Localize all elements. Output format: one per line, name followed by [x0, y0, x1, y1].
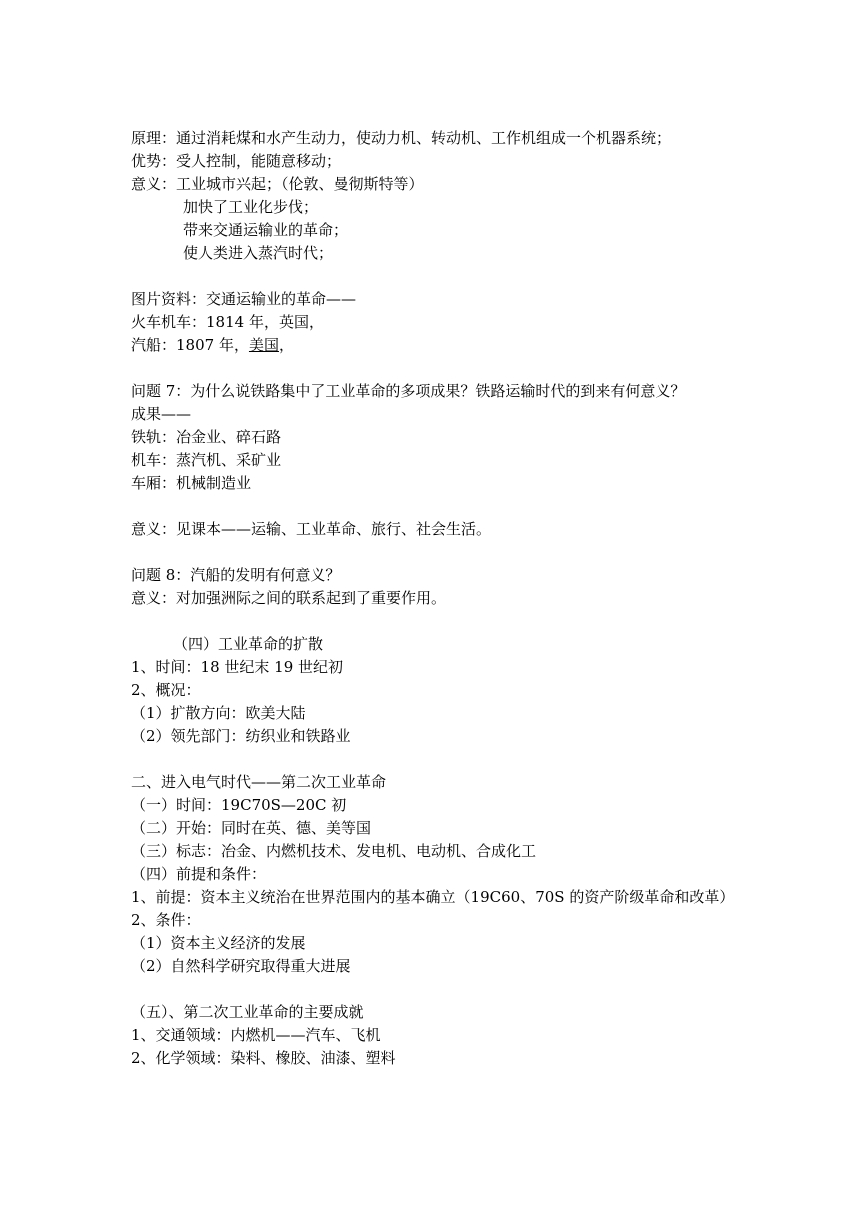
spread-leading: （2）领先部门：纺织业和铁路业 — [131, 727, 351, 745]
spacer — [131, 495, 741, 518]
second-premise-heading: （四）前提和条件： — [131, 865, 267, 883]
spacer — [131, 978, 741, 1001]
steam-significance-2: 加快了工业化步伐； — [183, 198, 319, 216]
achievements-heading: （五）、第二次工业革命的主要成就 — [131, 1003, 364, 1021]
second-time: （一）时间：19C70S—20C 初 — [131, 796, 347, 814]
steam-significance-3: 带来交通运输业的革命； — [183, 221, 349, 239]
spread-time: 1、时间：18 世纪末 19 世纪初 — [131, 658, 344, 676]
spacer — [131, 541, 741, 564]
picture-train: 火车机车：1814 年，英国， — [131, 313, 324, 331]
spacer — [131, 265, 741, 288]
spread-overview: 2、概况： — [131, 681, 201, 699]
steam-principle: 原理：通过消耗煤和水产生动力，使动力机、转动机、工作机组成一个机器系统； — [131, 129, 672, 147]
q7-results-label: 成果—— — [131, 405, 192, 423]
second-condition-1: （1）资本主义经济的发展 — [131, 934, 306, 952]
picture-ship-suffix: ， — [278, 336, 294, 354]
spread-heading: （四）工业革命的扩散 — [173, 635, 324, 653]
q7-meaning: 意义：见课本——运输、工业革命、旅行、社会生活。 — [131, 520, 492, 538]
spread-direction: （1）扩散方向：欧美大陆 — [131, 704, 306, 722]
picture-ship-country-link[interactable]: 美国 — [248, 336, 279, 354]
second-start: （二）开始：同时在英、德、美等国 — [131, 819, 372, 837]
second-signs: （三）标志：冶金、内燃机技术、发电机、电动机、合成化工 — [131, 842, 537, 860]
spacer — [131, 357, 741, 380]
q8-meaning: 意义：对加强洲际之间的联系起到了重要作用。 — [131, 589, 447, 607]
q7-rail: 铁轨：冶金业、碎石路 — [131, 428, 282, 446]
q7-question: 问题 7：为什么说铁路集中了工业革命的多项成果？铁路运输时代的到来有何意义？ — [131, 382, 686, 400]
spacer — [131, 748, 741, 771]
q7-locomotive: 机车：蒸汽机、采矿业 — [131, 451, 282, 469]
document-body — [131, 127, 741, 1070]
second-heading: 二、进入电气时代——第二次工业革命 — [131, 773, 387, 791]
steam-significance-4: 使人类进入蒸汽时代； — [183, 244, 334, 262]
spacer — [131, 610, 741, 633]
achievements-transport: 1、交通领域：内燃机——汽车、飞机 — [131, 1026, 381, 1044]
picture-title: 图片资料：交通运输业的革命—— — [131, 290, 357, 308]
achievements-chemistry: 2、化学领域：染料、橡胶、油漆、塑料 — [131, 1049, 396, 1067]
second-premise: 1、前提：资本主义统治在世界范围内的基本确立（19C60、70S 的资产阶级革命和改革） — [131, 888, 735, 906]
q8-question: 问题 8：汽船的发明有何意义？ — [131, 566, 341, 584]
picture-ship — [131, 334, 741, 357]
second-condition-2: （2）自然科学研究取得重大进展 — [131, 957, 351, 975]
steam-advantage: 优势：受人控制，能随意移动； — [131, 152, 342, 170]
second-conditions: 2、条件： — [131, 911, 201, 929]
steam-significance-1: 意义：工业城市兴起；（伦敦、曼彻斯特等） — [131, 175, 424, 193]
q7-carriage: 车厢：机械制造业 — [131, 474, 252, 492]
picture-ship-prefix: 汽船：1807 年， — [131, 336, 249, 354]
